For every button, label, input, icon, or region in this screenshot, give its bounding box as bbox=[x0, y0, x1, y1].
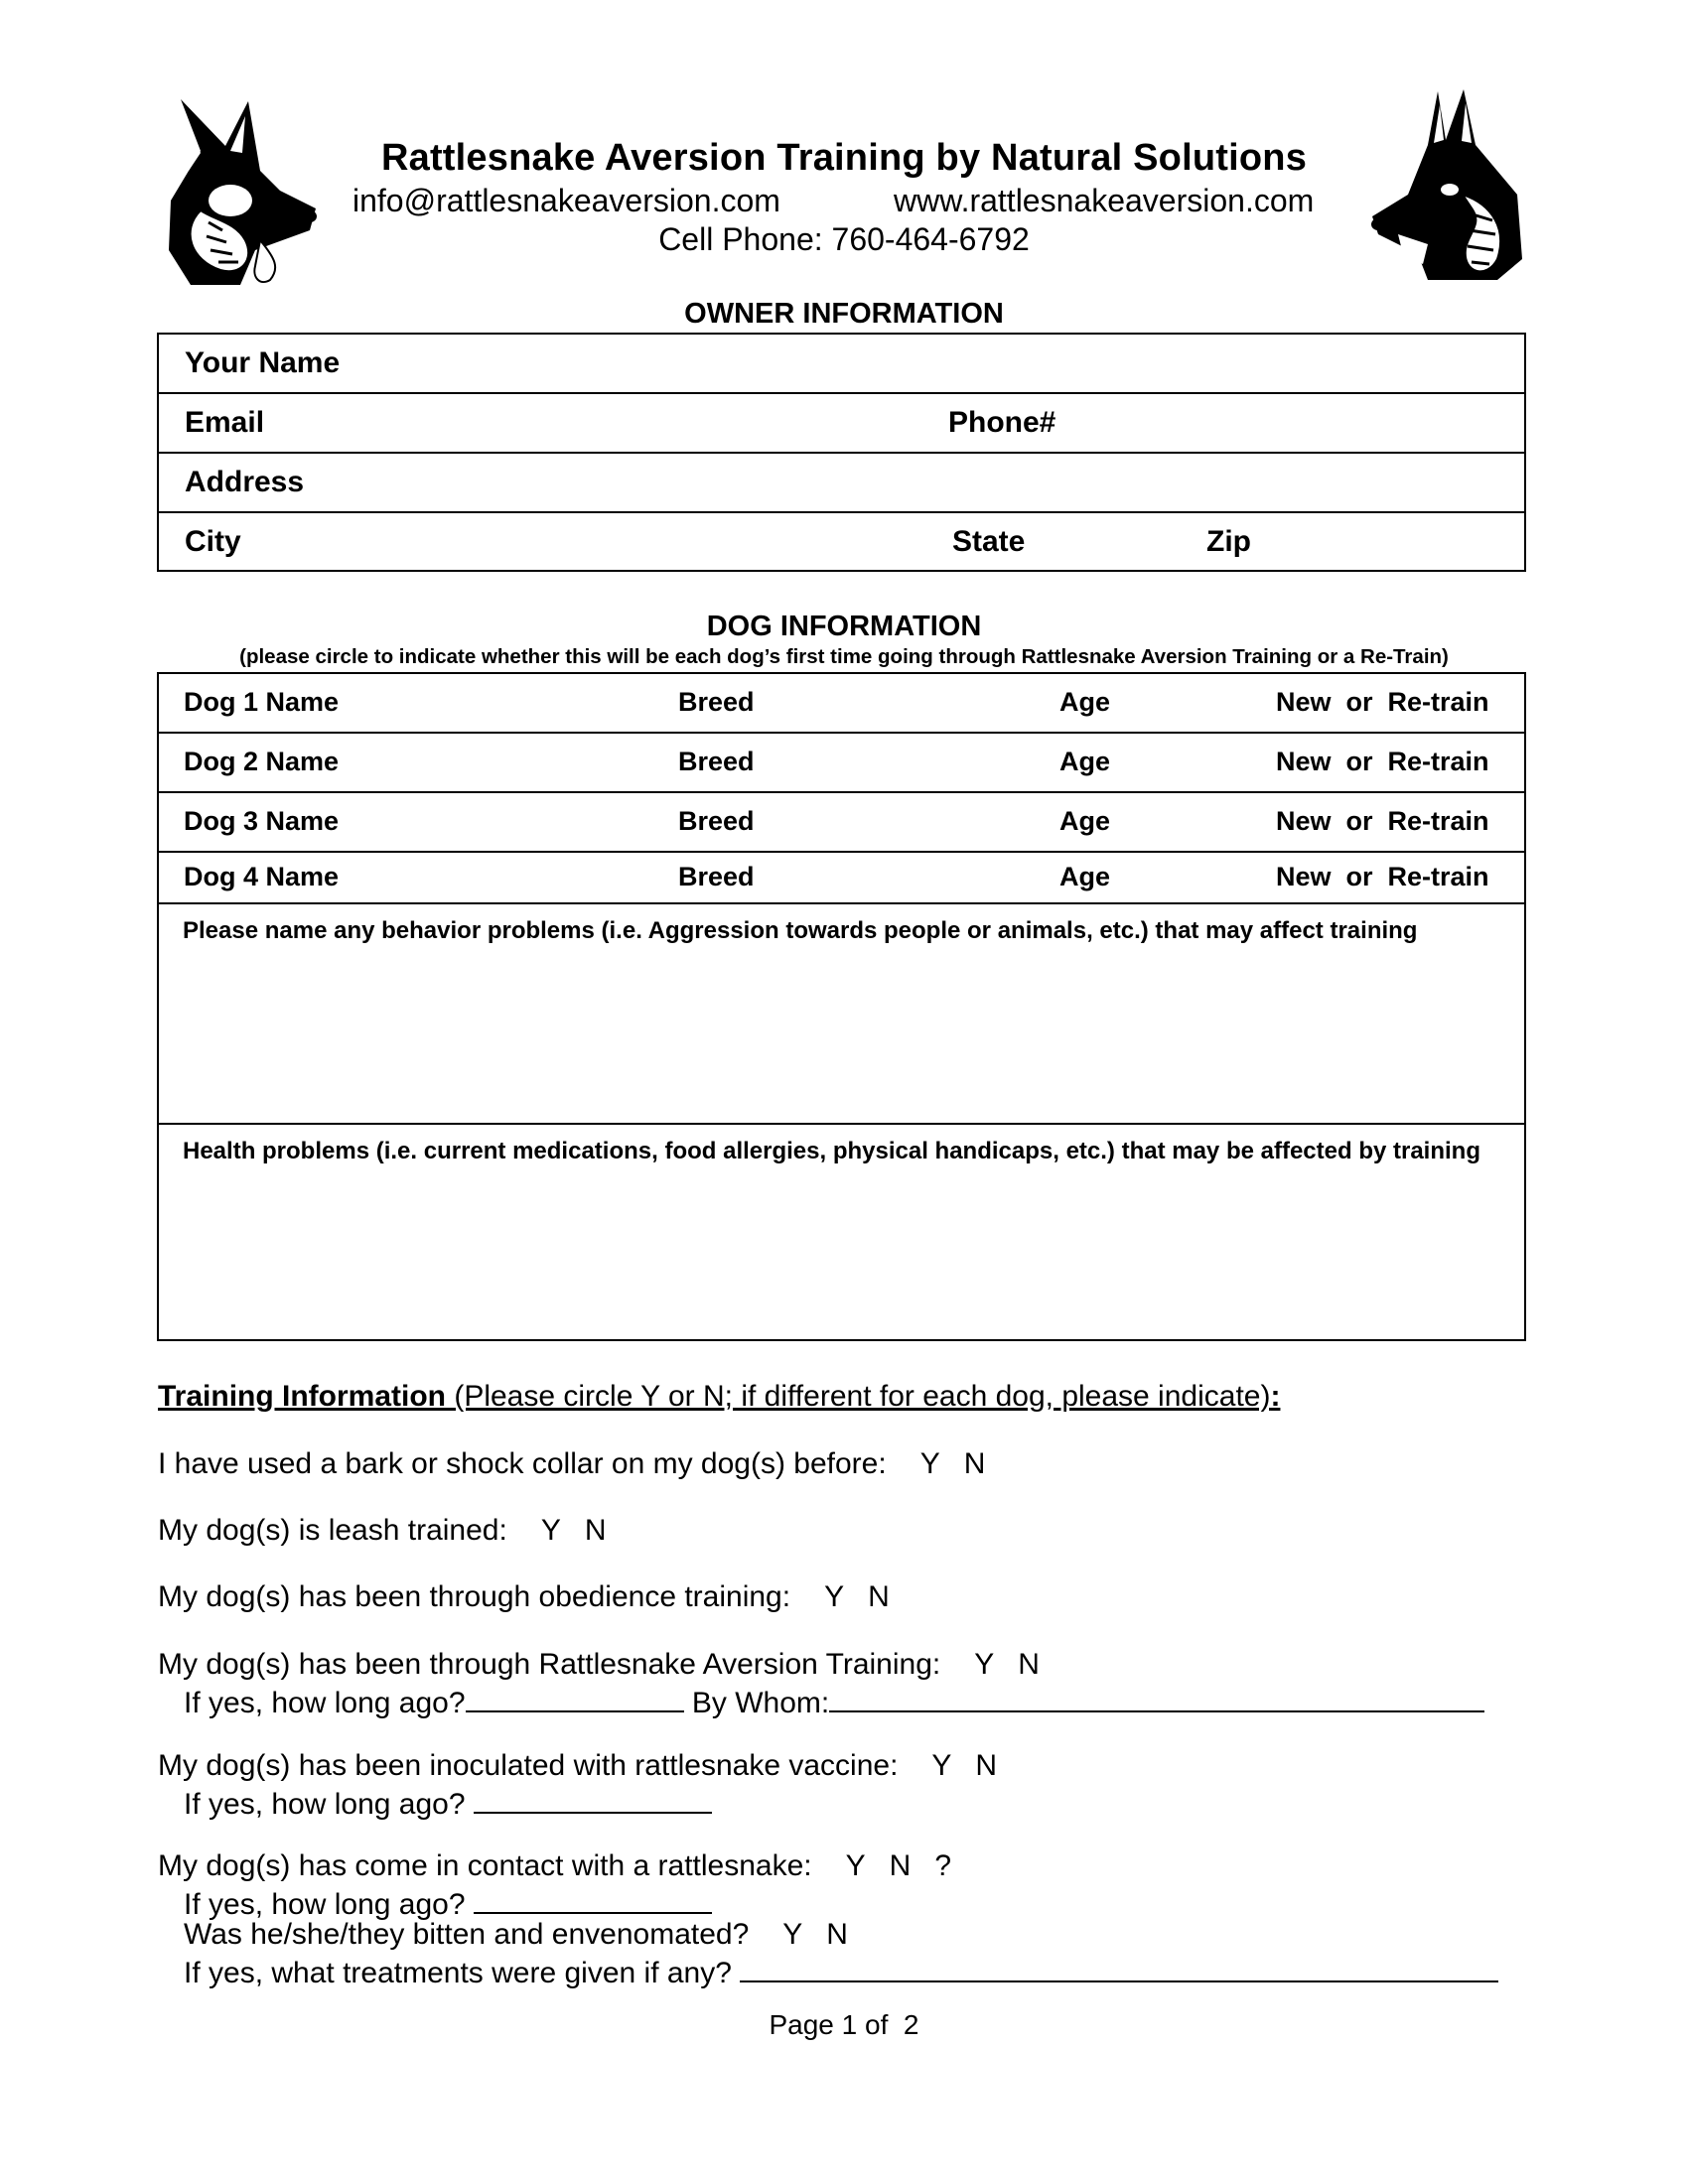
health-problems-label: Health problems (i.e. current medications, food allergies, physical handicaps, etc.) that may be affected by training bbox=[183, 1138, 1480, 1164]
treatments-label: If yes, what treatments were given if any? bbox=[184, 1957, 741, 1989]
how-long-ago-blank[interactable] bbox=[474, 1784, 712, 1814]
question-text: I have used a bark or shock collar on my dog(s) before: bbox=[158, 1447, 887, 1480]
behavior-problems-label: Please name any behavior problems (i.e. Aggression towards people or animals, etc.) that may affect training bbox=[183, 917, 1418, 944]
health-problems-box[interactable] bbox=[159, 1125, 1524, 1342]
training-heading bbox=[158, 1380, 1280, 1414]
address-label: Address bbox=[185, 466, 305, 498]
age-label: Age bbox=[1059, 747, 1111, 776]
answer-no[interactable]: N bbox=[889, 1849, 912, 1882]
new-or-retrain-choice[interactable]: New or Re-train bbox=[1276, 687, 1489, 717]
question-bitten bbox=[184, 1918, 848, 1952]
question-text: My dog(s) has been through Rattlesnake Aversion Training: bbox=[158, 1648, 941, 1681]
city-label: City bbox=[185, 525, 241, 558]
question-vaccine bbox=[158, 1749, 997, 1783]
dog-2-row[interactable] bbox=[159, 734, 1524, 793]
question-vaccine-followup bbox=[184, 1784, 712, 1822]
dog-1-row[interactable] bbox=[159, 674, 1524, 734]
question-snake-contact-followup-1 bbox=[184, 1884, 712, 1922]
how-long-ago-label: If yes, how long ago? bbox=[184, 1788, 474, 1821]
question-text: My dog(s) has been inoculated with rattlesnake vaccine: bbox=[158, 1749, 899, 1782]
training-heading-colon: : bbox=[1270, 1380, 1281, 1413]
answer-no[interactable]: N bbox=[584, 1514, 607, 1547]
answer-yes[interactable]: Y bbox=[974, 1648, 995, 1681]
by-whom-label: By Whom: bbox=[683, 1687, 830, 1719]
question-text: My dog(s) is leash trained: bbox=[158, 1514, 507, 1547]
breed-label: Breed bbox=[678, 747, 755, 776]
your-name-label: Your Name bbox=[185, 346, 341, 379]
breed-label: Breed bbox=[678, 806, 755, 836]
owner-name-row[interactable] bbox=[159, 335, 1524, 394]
behavior-problems-box[interactable] bbox=[159, 904, 1524, 1125]
contact-website: www.rattlesnakeaversion.com bbox=[894, 183, 1315, 218]
answer-yes[interactable]: Y bbox=[931, 1749, 952, 1782]
answer-unknown[interactable]: ? bbox=[934, 1849, 951, 1882]
answer-yes[interactable]: Y bbox=[824, 1580, 845, 1613]
phone-label: Phone# bbox=[948, 406, 1056, 439]
state-label: State bbox=[952, 525, 1026, 558]
dog-name-label: Dog 1 Name bbox=[184, 687, 340, 717]
new-or-retrain-choice[interactable]: New or Re-train bbox=[1276, 747, 1489, 776]
question-obedience bbox=[158, 1580, 890, 1614]
form-title: Rattlesnake Aversion Training by Natural Solutions bbox=[380, 137, 1308, 179]
answer-no[interactable]: N bbox=[1018, 1648, 1040, 1681]
dog-table bbox=[157, 672, 1526, 1341]
question-treatments bbox=[184, 1953, 1498, 1990]
question-text: My dog(s) has been through obedience training: bbox=[158, 1580, 791, 1613]
treatments-blank[interactable] bbox=[740, 1953, 1498, 1982]
contact-phone: Cell Phone: 760-464-6792 bbox=[658, 221, 1030, 257]
zip-label: Zip bbox=[1206, 525, 1251, 558]
question-leash bbox=[158, 1514, 607, 1548]
page-number: Page 1 of 2 bbox=[769, 2009, 919, 2040]
owner-table bbox=[157, 333, 1526, 572]
training-heading-title: Training Information bbox=[158, 1380, 446, 1413]
bitten-label: Was he/she/they bitten and envenomated? bbox=[184, 1918, 750, 1951]
answer-yes[interactable]: Y bbox=[782, 1918, 803, 1951]
question-prior-rat bbox=[158, 1648, 1040, 1682]
owner-section-title: OWNER INFORMATION bbox=[684, 298, 1004, 330]
age-label: Age bbox=[1059, 806, 1111, 836]
answer-no[interactable]: N bbox=[975, 1749, 998, 1782]
contact-email: info@rattlesnakeaversion.com bbox=[352, 183, 780, 218]
answer-no[interactable]: N bbox=[963, 1447, 986, 1480]
email-label: Email bbox=[185, 406, 265, 439]
age-label: Age bbox=[1059, 862, 1111, 891]
question-snake-contact bbox=[158, 1849, 951, 1883]
question-prior-rat-followup bbox=[184, 1683, 1484, 1720]
by-whom-blank[interactable] bbox=[829, 1683, 1484, 1712]
how-long-ago-blank[interactable] bbox=[466, 1683, 684, 1712]
dog-3-row[interactable] bbox=[159, 793, 1524, 853]
dog-4-row[interactable] bbox=[159, 853, 1524, 904]
dog-name-label: Dog 3 Name bbox=[184, 806, 340, 836]
answer-yes[interactable]: Y bbox=[919, 1447, 940, 1480]
breed-label: Breed bbox=[678, 687, 755, 717]
dog-name-label: Dog 2 Name bbox=[184, 747, 340, 776]
new-or-retrain-choice[interactable]: New or Re-train bbox=[1276, 862, 1489, 891]
answer-no[interactable]: N bbox=[826, 1918, 848, 1951]
owner-address-row[interactable] bbox=[159, 454, 1524, 513]
dog-section-note: (please circle to indicate whether this will be each dog’s first time going through Rattlesnake Aversion Training or a Re-Train) bbox=[239, 645, 1449, 668]
owner-city-state-zip-row[interactable] bbox=[159, 513, 1524, 573]
answer-yes[interactable]: Y bbox=[845, 1849, 866, 1882]
question-text: My dog(s) has come in contact with a rattlesnake: bbox=[158, 1849, 812, 1882]
age-label: Age bbox=[1059, 687, 1111, 717]
question-collar bbox=[158, 1447, 985, 1481]
dog-name-label: Dog 4 Name bbox=[184, 862, 340, 891]
how-long-ago-label: If yes, how long ago? bbox=[184, 1888, 474, 1921]
dog-section-title: DOG INFORMATION bbox=[706, 611, 982, 642]
german-shepherd-with-snake-icon bbox=[161, 91, 320, 290]
how-long-ago-blank[interactable] bbox=[474, 1884, 712, 1914]
how-long-ago-label: If yes, how long ago? bbox=[184, 1687, 466, 1719]
new-or-retrain-choice[interactable]: New or Re-train bbox=[1276, 806, 1489, 836]
training-heading-instructions: (Please circle Y or N; if different for each dog, please indicate) bbox=[446, 1380, 1271, 1413]
breed-label: Breed bbox=[678, 862, 755, 891]
owner-email-phone-row[interactable] bbox=[159, 394, 1524, 454]
answer-yes[interactable]: Y bbox=[540, 1514, 561, 1547]
answer-no[interactable]: N bbox=[868, 1580, 890, 1613]
